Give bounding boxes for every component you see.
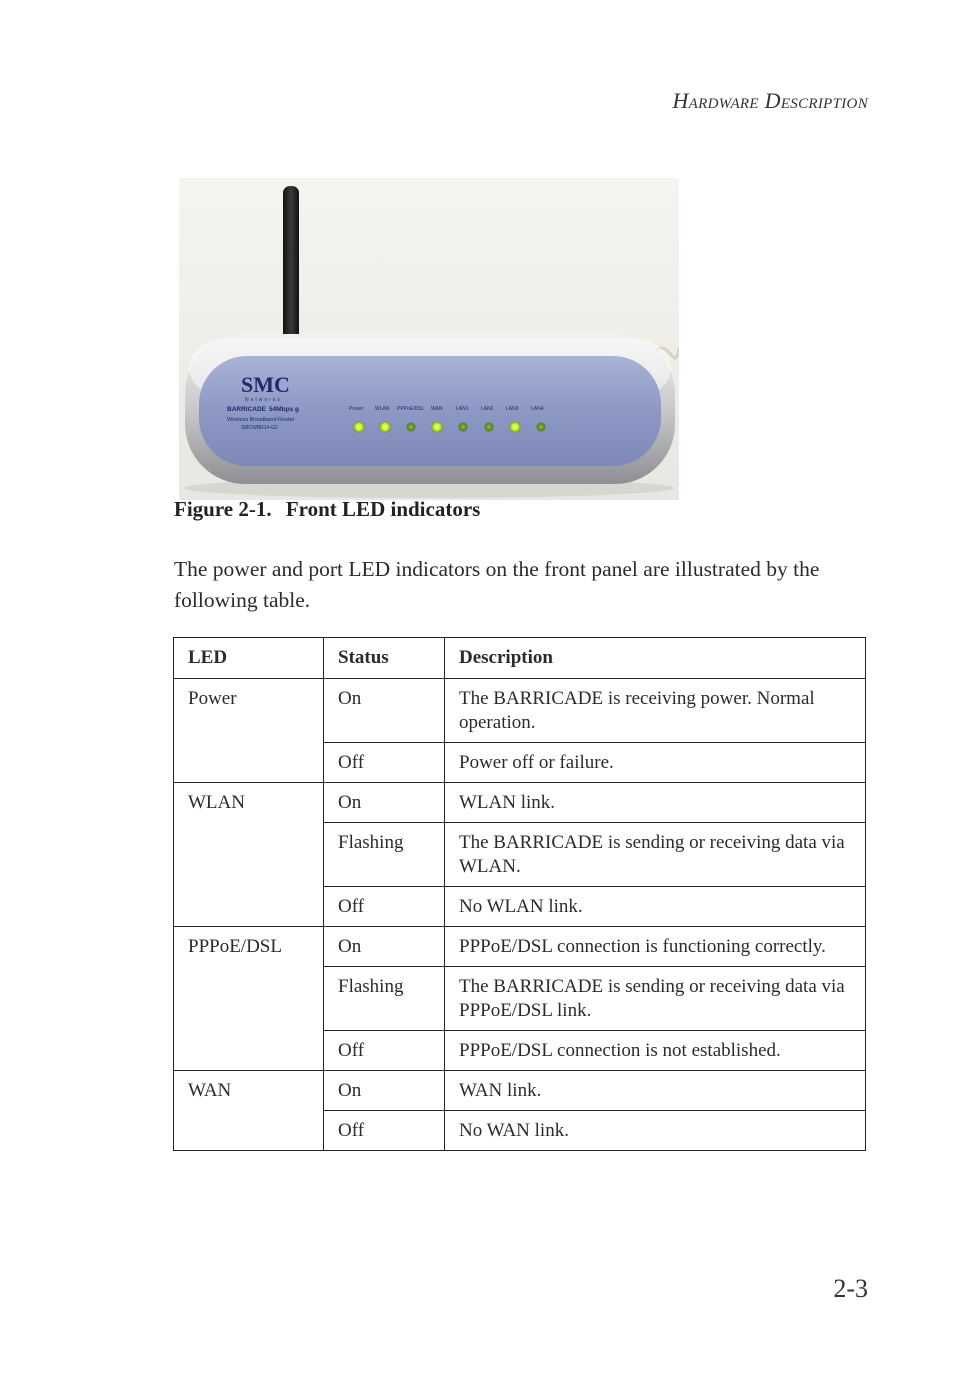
led-label-lan3: LAN3 — [506, 406, 519, 412]
led-label-wlan: WLAN — [375, 406, 390, 412]
led-lan1 — [459, 423, 468, 432]
status-cell: On — [324, 1071, 445, 1111]
led-pppoe — [407, 423, 416, 432]
led-lan3 — [510, 422, 521, 433]
figure-caption — [174, 497, 480, 522]
status-cell: Off — [324, 1111, 445, 1151]
led-cell: WLAN — [174, 783, 324, 927]
table-header-row — [174, 638, 866, 679]
led-label-lan1: LAN1 — [456, 406, 469, 412]
status-cell: Off — [324, 887, 445, 927]
led-label-lan2: LAN2 — [481, 406, 494, 412]
description-cell: No WLAN link. — [445, 887, 866, 927]
model-text: SMCWBR14-G2 — [241, 425, 278, 431]
header-description: Description — [445, 638, 866, 679]
running-head: Hardware Description — [672, 88, 868, 113]
description-cell: The BARRICADE is sending or receiving data via WLAN. — [445, 823, 866, 887]
table-row — [174, 783, 866, 823]
led-lan4 — [537, 423, 546, 432]
led-wan — [432, 422, 443, 433]
description-cell: WLAN link. — [445, 783, 866, 823]
table-row — [174, 927, 866, 967]
product-desc: Wireless Broadband Router — [227, 417, 295, 423]
description-cell: No WAN link. — [445, 1111, 866, 1151]
header-led: LED — [174, 638, 324, 679]
description-cell: WAN link. — [445, 1071, 866, 1111]
led-cell: Power — [174, 679, 324, 783]
led-label-pppoe: PPPoE/DSL — [397, 406, 425, 412]
led-cell: PPPoE/DSL — [174, 927, 324, 1071]
description-cell: PPPoE/DSL connection is functioning correctly. — [445, 927, 866, 967]
table-row — [174, 1071, 866, 1111]
led-wlan — [380, 422, 391, 433]
status-cell: On — [324, 783, 445, 823]
intro-paragraph: The power and port LED indicators on the front panel are illustrated by the following table. — [174, 557, 820, 612]
description-cell: Power off or failure. — [445, 743, 866, 783]
status-cell: Flashing — [324, 967, 445, 1031]
status-cell: Off — [324, 743, 445, 783]
led-cell: WAN — [174, 1071, 324, 1151]
page-number: 2-3 — [833, 1274, 868, 1303]
description-cell: PPPoE/DSL connection is not established. — [445, 1031, 866, 1071]
status-cell: Flashing — [324, 823, 445, 887]
led-power — [354, 422, 365, 433]
header-status: Status — [324, 638, 445, 679]
led-label-wan: WAN — [431, 406, 443, 412]
router-front-photo — [179, 178, 679, 500]
led-label-lan4: LAN4 — [531, 406, 544, 412]
smc-logo: SMC — [241, 372, 290, 397]
status-cell: On — [324, 679, 445, 743]
speed-badge: 54Mbps g — [269, 406, 299, 413]
description-cell: The BARRICADE is sending or receiving data via PPPoE/DSL link. — [445, 967, 866, 1031]
led-status-table — [173, 637, 866, 1151]
led-lan2 — [485, 423, 494, 432]
status-cell: Off — [324, 1031, 445, 1071]
figure-number: Figure 2-1. — [174, 497, 272, 521]
description-cell: The BARRICADE is receiving power. Normal operation. — [445, 679, 866, 743]
figure-title: Front LED indicators — [285, 497, 481, 521]
smc-networks-text: Networks — [245, 397, 282, 403]
table-row — [174, 679, 866, 743]
barricade-text: BARRICADE — [227, 406, 266, 413]
status-cell: On — [324, 927, 445, 967]
led-label-power: Power — [349, 406, 364, 412]
